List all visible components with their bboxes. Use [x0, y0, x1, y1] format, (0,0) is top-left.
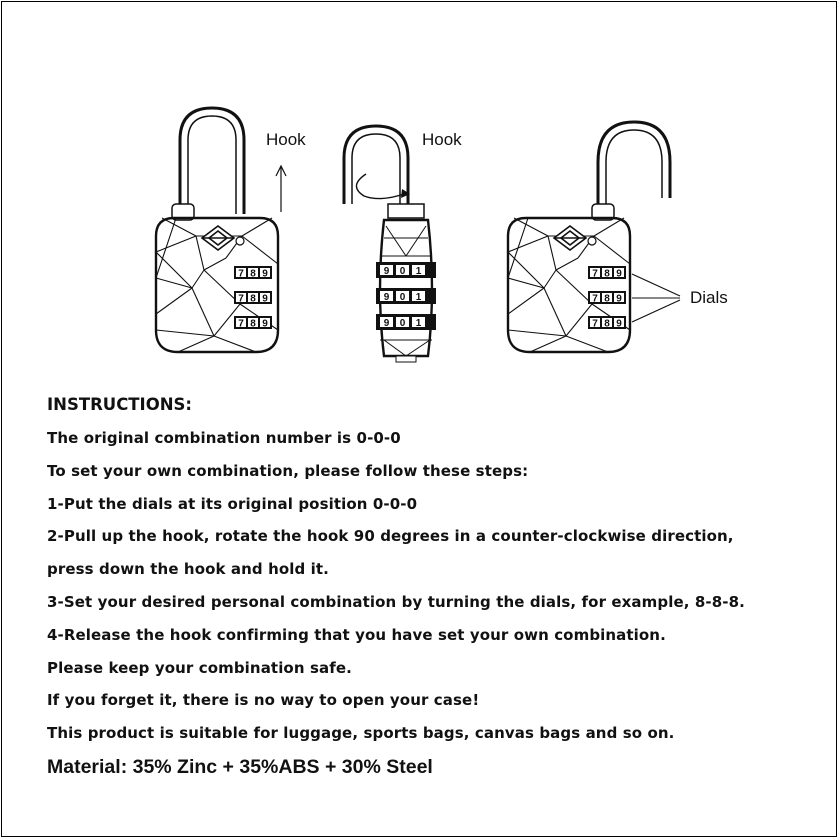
instruction-line: press down the hook and hold it. — [47, 560, 329, 579]
dial-digit: 8 — [250, 318, 256, 330]
instruction-line: 2-Pull up the hook, rotate the hook 90 degrees in a counter-clockwise direction, — [47, 527, 734, 546]
instruction-line: 1-Put the dials at its original position 0-0-0 — [47, 494, 418, 513]
side-dial-digit: 9 — [383, 318, 390, 329]
right-padlock — [508, 122, 680, 352]
side-dial-digit: 0 — [399, 318, 406, 329]
dial-digit: 9 — [616, 293, 622, 305]
dial-digit: 8 — [250, 268, 256, 280]
hook-label-left: Hook — [266, 130, 306, 149]
padlock-diagram — [0, 0, 840, 380]
side-dial-digit: 1 — [415, 318, 422, 329]
instructions-section — [47, 392, 827, 783]
middle-padlock-side — [344, 126, 436, 362]
dial-digit: 7 — [592, 268, 598, 280]
dial-digit: 9 — [262, 268, 268, 280]
dial-digit: 7 — [238, 268, 244, 280]
instruction-line: 4-Release the hook confirming that you have set your own combination. — [47, 625, 666, 644]
hook-label-middle: Hook — [422, 130, 462, 149]
instruction-line: To set your own combination, please follow these steps: — [47, 461, 529, 480]
side-dial-digit: 1 — [415, 266, 422, 277]
instruction-line: This product is suitable for luggage, sports bags, canvas bags and so on. — [47, 724, 675, 743]
material-line: Material: 35% Zinc + 35%ABS + 30% Steel — [47, 755, 433, 778]
side-dial-digit: 0 — [399, 292, 406, 303]
dial-digit: 7 — [592, 318, 598, 330]
dial-digit: 7 — [238, 293, 244, 305]
dial-digit: 9 — [262, 293, 268, 305]
dial-digit: 9 — [616, 318, 622, 330]
dial-digit: 7 — [592, 293, 598, 305]
dial-digit: 9 — [262, 318, 268, 330]
instruction-line: Please keep your combination safe. — [47, 658, 352, 677]
side-dial-digit: 0 — [399, 266, 406, 277]
dial-digit: 8 — [250, 293, 256, 305]
dials-label: Dials — [690, 288, 728, 307]
dial-digit: 8 — [604, 318, 610, 330]
dial-digit: 9 — [616, 268, 622, 280]
instruction-line: 3-Set your desired personal combination by turning the dials, for example, 8-8-8. — [47, 592, 745, 611]
dial-digit: 8 — [604, 293, 610, 305]
side-dial-digit: 1 — [415, 292, 422, 303]
side-dial-digit: 9 — [383, 266, 390, 277]
side-dial-digit: 9 — [383, 292, 390, 303]
dial-digit: 7 — [238, 318, 244, 330]
instructions-heading: INSTRUCTIONS: — [47, 395, 193, 414]
instruction-line: If you forget it, there is no way to open your case! — [47, 691, 480, 710]
dial-digit: 8 — [604, 268, 610, 280]
instruction-line: The original combination number is 0-0-0 — [47, 429, 401, 447]
